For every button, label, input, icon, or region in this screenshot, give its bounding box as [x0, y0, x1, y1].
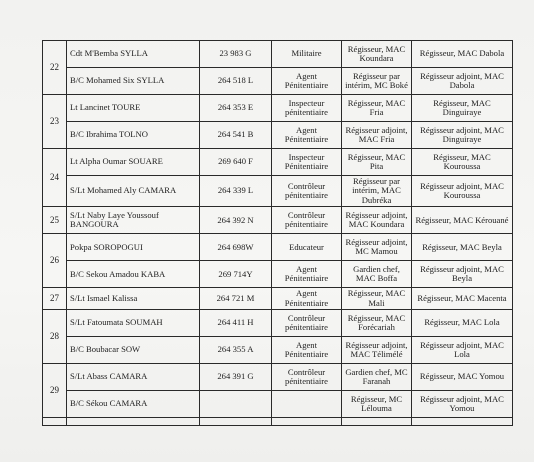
staff-name: B/C Boubacar SOW	[67, 337, 200, 364]
staff-corps: Agent Pénitentiaire	[272, 122, 342, 149]
group-number: 22	[43, 41, 67, 95]
new-post: Régisseur, MAC Beyla	[412, 234, 513, 261]
current-post: Régisseur, MAC Pita	[342, 149, 412, 176]
new-post: Régisseur adjoint, MAC Beyla	[412, 261, 513, 288]
staff-corps: Contrôleur pénitentiaire	[272, 310, 342, 337]
current-post: Gardien chef, MAC Boffa	[342, 261, 412, 288]
staff-id: 264 339 L	[200, 176, 272, 207]
new-post: Régisseur, MAC Dinguiraye	[412, 95, 513, 122]
table-row	[43, 310, 513, 337]
table-row	[43, 95, 513, 122]
table-row	[43, 207, 513, 234]
group-number: 23	[43, 95, 67, 149]
assignment-table	[42, 40, 513, 426]
table-row	[43, 391, 513, 418]
table-row	[43, 149, 513, 176]
empty-cell	[412, 418, 513, 426]
new-post: Régisseur adjoint, MAC Dinguiraye	[412, 122, 513, 149]
staff-name: S/Lt Abass CAMARA	[67, 364, 200, 391]
staff-id	[200, 391, 272, 418]
table-row-cutoff	[43, 418, 513, 426]
current-post: Régisseur, MAC Mali	[342, 288, 412, 310]
current-post: Régisseur adjoint, MAC Télimélé	[342, 337, 412, 364]
staff-corps: Contrôleur pénitentiaire	[272, 207, 342, 234]
table-row	[43, 176, 513, 207]
new-post: Régisseur, MAC Kérouané	[412, 207, 513, 234]
group-number: 24	[43, 149, 67, 207]
current-post: Régisseur adjoint, MAC Fria	[342, 122, 412, 149]
table-row	[43, 337, 513, 364]
staff-corps: Educateur	[272, 234, 342, 261]
new-post: Régisseur, MAC Dabola	[412, 41, 513, 68]
staff-name: S/Lt Naby Laye Youssouf BANGOURA	[67, 207, 200, 234]
new-post: Régisseur adjoint, MAC Lola	[412, 337, 513, 364]
table-row	[43, 122, 513, 149]
current-post: Régisseur adjoint, MAC Koundara	[342, 207, 412, 234]
group-number: 25	[43, 207, 67, 234]
new-post: Régisseur, MAC Kouroussa	[412, 149, 513, 176]
staff-id: 264 353 E	[200, 95, 272, 122]
staff-name: B/C Sekou Amadou KABA	[67, 261, 200, 288]
staff-corps: Agent Pénitentiaire	[272, 337, 342, 364]
empty-cell	[200, 418, 272, 426]
staff-corps: Contrôleur pénitentiaire	[272, 176, 342, 207]
table-body	[43, 41, 513, 426]
staff-corps: Inspecteur pénitentiaire	[272, 95, 342, 122]
current-post: Gardien chef, MC Faranah	[342, 364, 412, 391]
staff-corps: Agent Pénitentiaire	[272, 261, 342, 288]
empty-cell	[272, 418, 342, 426]
staff-id: 264 391 G	[200, 364, 272, 391]
staff-name: S/Lt Mohamed Aly CAMARA	[67, 176, 200, 207]
table-row	[43, 41, 513, 68]
table-row	[43, 261, 513, 288]
new-post: Régisseur, MAC Yomou	[412, 364, 513, 391]
current-post: Régisseur par intérim, MAC Dubréka	[342, 176, 412, 207]
table-row	[43, 288, 513, 310]
staff-corps: Agent Pénitentiaire	[272, 68, 342, 95]
current-post: Régisseur, MC Lélouma	[342, 391, 412, 418]
group-number: 27	[43, 288, 67, 310]
new-post: Régisseur adjoint, MAC Yomou	[412, 391, 513, 418]
staff-id: 264 518 L	[200, 68, 272, 95]
table-row	[43, 364, 513, 391]
empty-cell	[67, 418, 200, 426]
empty-cell	[342, 418, 412, 426]
current-post: Régisseur, MAC Koundara	[342, 41, 412, 68]
table-row	[43, 68, 513, 95]
new-post: Régisseur, MAC Lola	[412, 310, 513, 337]
staff-name: Cdt M'Bemba SYLLA	[67, 41, 200, 68]
staff-corps: Contrôleur pénitentiaire	[272, 364, 342, 391]
staff-corps	[272, 391, 342, 418]
staff-id: 269 714Y	[200, 261, 272, 288]
staff-id: 23 983 G	[200, 41, 272, 68]
new-post: Régisseur adjoint, MAC Dabola	[412, 68, 513, 95]
group-number: 28	[43, 310, 67, 364]
new-post: Régisseur adjoint, MAC Kouroussa	[412, 176, 513, 207]
staff-name: B/C Mohamed Six SYLLA	[67, 68, 200, 95]
group-number: 26	[43, 234, 67, 288]
current-post: Régisseur par intérim, MC Boké	[342, 68, 412, 95]
staff-name: S/Lt Ismael Kalissa	[67, 288, 200, 310]
staff-corps: Inspecteur Pénitentiaire	[272, 149, 342, 176]
staff-name: Lt Alpha Oumar SOUARE	[67, 149, 200, 176]
staff-id: 269 640 F	[200, 149, 272, 176]
staff-id: 264 698W	[200, 234, 272, 261]
staff-name: S/Lt Fatoumata SOUMAH	[67, 310, 200, 337]
staff-id: 264 721 M	[200, 288, 272, 310]
staff-corps: Militaire	[272, 41, 342, 68]
staff-id: 264 411 H	[200, 310, 272, 337]
staff-name: B/C Sékou CAMARA	[67, 391, 200, 418]
group-number: 29	[43, 364, 67, 418]
current-post: Régisseur, MAC Forécariah	[342, 310, 412, 337]
staff-name: Pokpa SOROPOGUI	[67, 234, 200, 261]
staff-id: 264 392 N	[200, 207, 272, 234]
empty-cell	[43, 418, 67, 426]
new-post: Régisseur, MAC Macenta	[412, 288, 513, 310]
table-row	[43, 234, 513, 261]
staff-name: Lt Lancinet TOURE	[67, 95, 200, 122]
current-post: Régisseur adjoint, MC Mamou	[342, 234, 412, 261]
staff-corps: Agent Pénitentiaire	[272, 288, 342, 310]
current-post: Régisseur, MAC Fria	[342, 95, 412, 122]
staff-name: B/C Ibrahima TOLNO	[67, 122, 200, 149]
staff-id: 264 355 A	[200, 337, 272, 364]
staff-id: 264 541 B	[200, 122, 272, 149]
